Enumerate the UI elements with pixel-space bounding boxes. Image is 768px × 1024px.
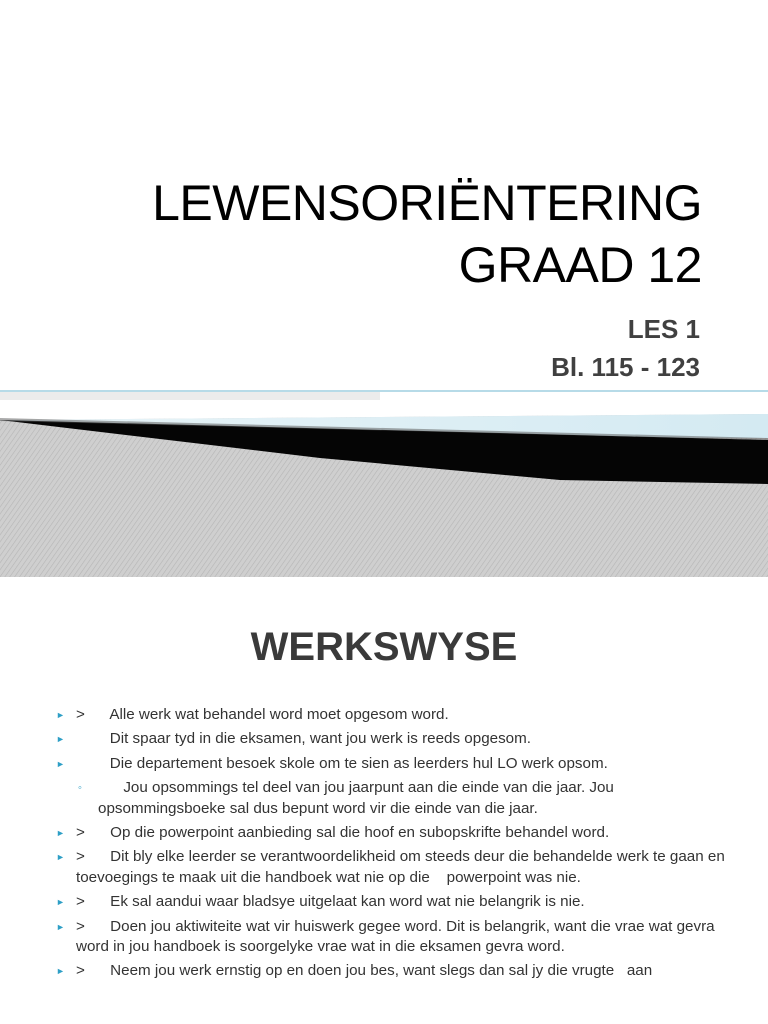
list-item: [0, 917, 768, 958]
triangle-bullet-icon: ►: [56, 852, 65, 863]
slide-subtitle: [551, 310, 700, 386]
content-slide: [0, 577, 768, 1024]
list-item: [0, 705, 768, 725]
list-item-text: Die departement besoek skole om te sien as leerders hul LO werk opsom.: [76, 754, 608, 772]
triangle-bullet-icon: ►: [56, 758, 65, 769]
list-item-text: > Alle werk wat behandel word moet opgesom word.: [76, 706, 449, 723]
list-item: [0, 892, 768, 912]
triangle-bullet-icon: ►: [56, 734, 65, 745]
list-item-text: > Doen jou aktiwiteite wat vir huiswerk gegee word. Dit is belangrik, want die vrae wat gevra word in jou handboek is soorgelyke vrae wat in die eksamen gevra word.: [76, 917, 719, 956]
subtitle-line-1: LES 1: [627, 314, 700, 344]
triangle-bullet-icon: ►: [56, 710, 65, 720]
list-item-text: > Op die powerpoint aanbieding sal die hoof en subopskrifte behandel word.: [76, 824, 610, 842]
list-item-text: > Neem jou werk ernstig op en doen jou bes, want slegs dan sal jy die vrugte aan: [76, 962, 653, 980]
list-item-text: > Dit bly elke leerder se verantwoordelikheid om steeds deur die behandelde werk te gaan en toevoegings te maak uit die handboek wat nie op die powerpoint was nie.: [76, 848, 730, 886]
list-item: [0, 823, 768, 843]
slide-heading: WERKSWYSE: [250, 625, 518, 669]
list-item: [0, 754, 768, 774]
list-item: [0, 847, 768, 888]
list-item-text: > Ek sal aandui waar bladsye uitgelaat kan word wat nie belangrik is nie.: [76, 893, 585, 911]
triangle-bullet-icon: ►: [56, 828, 65, 839]
bullet-list: [0, 705, 768, 982]
triangle-bullet-icon: ►: [56, 897, 65, 908]
triangle-bullet-icon: ►: [56, 966, 65, 977]
list-item-text: Jou opsommings tel deel van jou jaarpunt aan die einde van die jaar. Jou opsommingsboeke sal dus bepunt word vir die einde van die jaar.: [98, 779, 619, 817]
fade-band: [0, 392, 380, 400]
triangle-bullet-icon: ►: [56, 921, 65, 932]
list-item-sub: [0, 778, 768, 819]
slide-title: [152, 172, 702, 296]
list-item-text: Dit spaar tyd in die eksamen, want jou werk is reeds opgesom.: [76, 730, 531, 748]
list-item: [0, 729, 768, 749]
circle-bullet-icon: ◦: [78, 782, 82, 795]
list-item: [0, 961, 768, 981]
subtitle-line-2: Bl. 115 - 123: [551, 352, 700, 382]
title-line-2: GRAAD 12: [458, 237, 702, 293]
decorative-banner: [0, 388, 768, 577]
title-line-1: LEWENSORIËNTERING: [152, 175, 702, 231]
